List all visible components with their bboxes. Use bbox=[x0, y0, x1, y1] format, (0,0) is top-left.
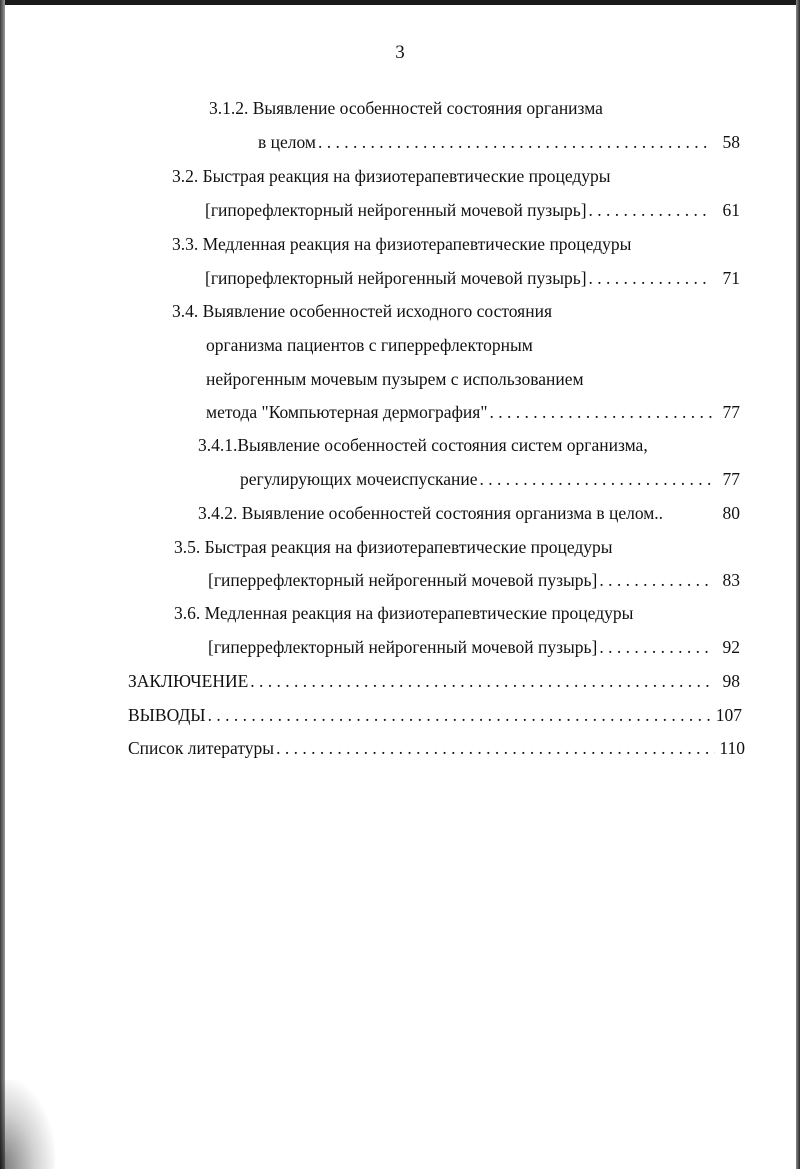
toc-3-5-title-cont: [гиперрефлекторный нейрогенный мочевой пузырь] bbox=[208, 570, 598, 590]
toc-3-5-entry[interactable] bbox=[208, 569, 740, 591]
toc-3-4-1-entry[interactable] bbox=[240, 468, 740, 490]
toc-3-4-title: 3.4. Выявление особенностей исходного состояния bbox=[172, 301, 552, 321]
toc-3-2-page: 61 bbox=[722, 200, 740, 220]
scan-left-border bbox=[0, 0, 5, 1169]
toc-3-5-title: 3.5. Быстрая реакция на физиотерапевтические процедуры bbox=[174, 537, 613, 557]
dot-leader bbox=[599, 636, 712, 658]
toc-3-4-1-title-cont: регулирующих мочеиспускание bbox=[240, 469, 478, 489]
toc-3-6-title: 3.6. Медленная реакция на физиотерапевтические процедуры bbox=[174, 603, 634, 623]
dot-leader bbox=[599, 569, 712, 591]
toc-references-title: Список литературы bbox=[128, 738, 275, 758]
scan-top-border bbox=[0, 0, 800, 5]
toc-3-4-2-entry[interactable] bbox=[198, 502, 740, 524]
dot-leader bbox=[276, 737, 715, 759]
toc-3-3-page: 71 bbox=[722, 268, 740, 288]
toc-3-1-2-title: 3.1.2. Выявление особенностей состояния организма bbox=[209, 98, 603, 118]
toc-3-3-title-cont: [гипорефлекторный нейрогенный мочевой пузырь] bbox=[205, 268, 587, 288]
dot-leader bbox=[480, 468, 712, 490]
toc-conclusion-title: ЗАКЛЮЧЕНИЕ bbox=[128, 671, 249, 691]
toc-3-4-2-title: 3.4.2. Выявление особенностей состояния организма в целом.. bbox=[198, 503, 664, 523]
page-number: 3 bbox=[395, 42, 405, 63]
toc-3-4-2-page: 80 bbox=[722, 503, 740, 523]
toc-3-4-1-page: 77 bbox=[722, 469, 740, 489]
toc-3-2-entry[interactable] bbox=[205, 199, 740, 221]
dot-leader bbox=[589, 267, 712, 289]
toc-findings-title: ВЫВОДЫ bbox=[128, 705, 206, 725]
scan-shadow-corner bbox=[0, 1080, 55, 1169]
toc-references-entry[interactable] bbox=[128, 737, 745, 759]
toc-3-4-title-line2: организма пациентов с гиперрефлекторным bbox=[206, 335, 533, 355]
toc-3-4-title-cont: метода "Компьютерная дермография" bbox=[206, 402, 488, 422]
toc-3-4-1-title: 3.4.1.Выявление особенностей состояния систем организма, bbox=[198, 435, 648, 455]
toc-3-6-entry[interactable] bbox=[208, 636, 740, 658]
toc-3-4-title-line3: нейрогенным мочевым пузырем с использованием bbox=[206, 369, 584, 389]
dot-leader bbox=[208, 704, 712, 726]
toc-conclusion-page: 98 bbox=[722, 671, 740, 691]
toc-3-4-page: 77 bbox=[722, 402, 740, 422]
dot-leader bbox=[489, 401, 712, 423]
toc-3-1-2-entry[interactable] bbox=[258, 131, 740, 153]
dot-leader bbox=[318, 131, 712, 153]
toc-3-1-2-title-cont: в целом bbox=[258, 132, 316, 152]
toc-3-6-title-cont: [гиперрефлекторный нейрогенный мочевой пузырь] bbox=[208, 637, 598, 657]
toc-findings-entry[interactable] bbox=[128, 704, 742, 726]
dot-leader bbox=[250, 670, 712, 692]
toc-3-5-page: 83 bbox=[722, 570, 740, 590]
toc-3-3-title: 3.3. Медленная реакция на физиотерапевтические процедуры bbox=[172, 234, 632, 254]
toc-3-2-title: 3.2. Быстрая реакция на физиотерапевтические процедуры bbox=[172, 166, 611, 186]
toc-conclusion-entry[interactable] bbox=[128, 670, 740, 692]
dot-leader bbox=[589, 199, 712, 221]
toc-3-3-entry[interactable] bbox=[205, 267, 740, 289]
toc-3-2-title-cont: [гипорефлекторный нейрогенный мочевой пузырь] bbox=[205, 200, 587, 220]
scan-right-border bbox=[796, 0, 800, 1169]
toc-3-1-2-page: 58 bbox=[722, 132, 740, 152]
toc-findings-page: 107 bbox=[715, 705, 742, 725]
toc-3-4-entry[interactable] bbox=[206, 401, 740, 423]
toc-3-6-page: 92 bbox=[722, 637, 740, 657]
toc-references-page: 110 bbox=[719, 738, 745, 758]
